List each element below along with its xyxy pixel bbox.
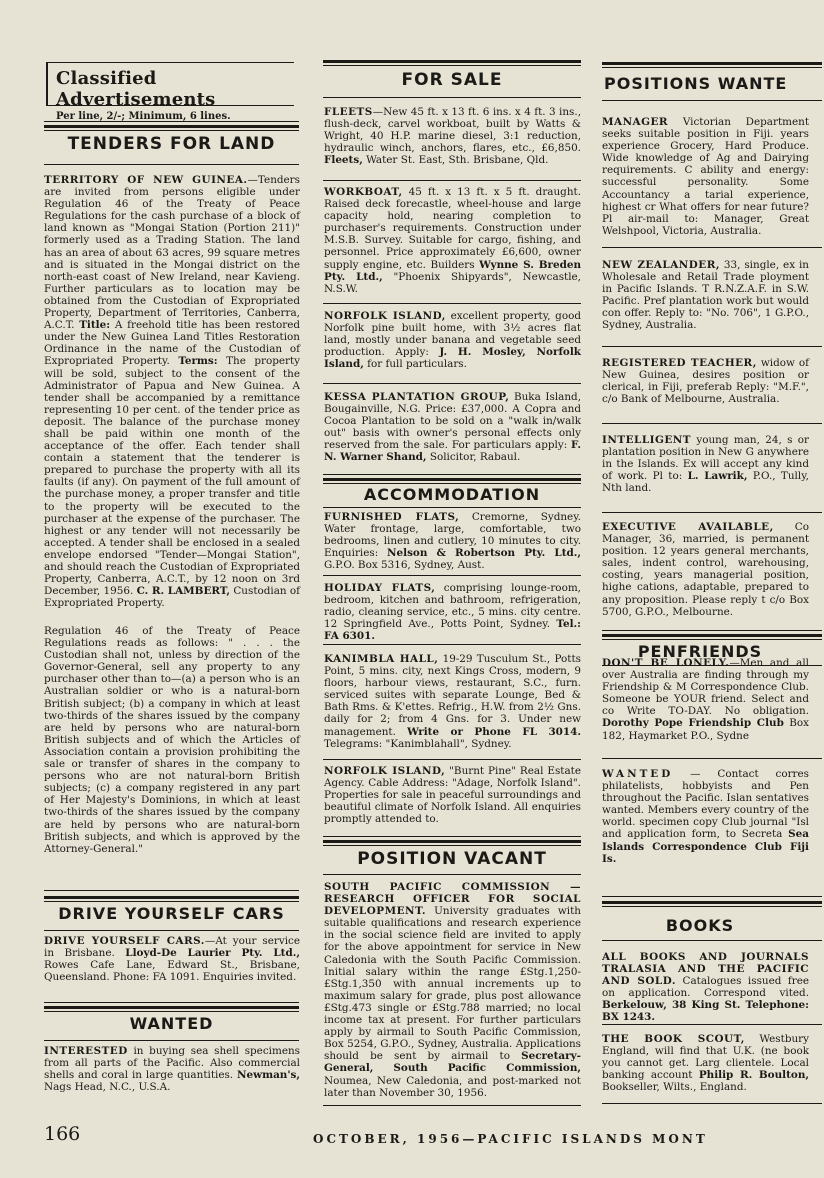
ad-drive-yourself-cars: DRIVE YOURSELF CARS.—At your service in Brisbane. Lloyd-De Laurier Pty. Ltd., Rowes Cafe Lane, Edward St., Brisbane, Queensland. Phone: FA 1091. Enquiries invited. [44, 935, 301, 984]
ad-fleets: FLEETS—New 45 ft. x 13 ft. 6 ins. x 4 ft. 3 ins., flush-deck, carvel workboat, built by Watts & Wright, 40 H.P. marine diesel, 3:1 reduction, hydraulic winch, anchors, flares, etc., £6,850. Fleets, Water St. East, Sth. Brisbane, Qld. [324, 106, 581, 167]
ad-kanimbla-hall: KANIMBLA HALL, 19-29 Tusculum St., Potts Point, 5 mins. city, next Kings Cross, modern, 9 floors, harbour views, restaurant, S.C., furn. serviced suites with separate Lounge, Bed & Bath Rms. & K'ettes. Refrig., H.W. from 2½ Gns. daily for 2; from 4 Gns. for 3. Under new management. Write or Phone FL 3014. Telegrams: "Kanimblahall", Sydney. [324, 653, 581, 750]
divider [602, 512, 822, 513]
divider [44, 1006, 299, 1012]
page-number: 166 [44, 1123, 81, 1145]
ad-kessa-plantation: KESSA PLANTATION GROUP, Buka Island, Bougainville, N.G. Price: £37,000. A Copra and Cocoa Plantation to be sold on a "walk in/walk out" basis with owner's personal effects only reserved from the sale. For particulars apply: F. N. Warner Shand, Solicitor, Rabaul. [324, 391, 582, 464]
divider [323, 474, 581, 475]
divider [323, 383, 581, 384]
divider [323, 180, 581, 181]
divider [602, 1024, 822, 1025]
divider [44, 1002, 299, 1003]
ad-intelligent-young-man: INTELLIGENT young man, 24, s or plantation position in New G anywhere in the Islands. Ex will accept any kind of work. Pl to: L. Lawrik, P.O., Tully, Nth land. [602, 434, 809, 495]
ad-norfolk-island-property: NORFOLK ISLAND, excellent property, good Norfolk pine built home, with 3½ acres flat land, mostly under banana and vegetable seed production. Apply: J. H. Mosley, Norfolk Island, for full particulars. [324, 310, 581, 371]
divider [602, 1103, 822, 1104]
section-heading-penfriends: PENFRIENDS [637, 642, 763, 661]
divider [323, 97, 581, 98]
ad-south-pacific-commission: SOUTH PACIFIC COMMISSION — RESEARCH OFFICER FOR SOCIAL DEVELOPMENT. University graduates with suitable qualifications and research experience in the social science field are invited to apply for the above appointment for service in New Caledonia with the South Pacific Commission. Initial salary within the range £Stg.1,250-£Stg.1,350 with annual increments up to maximum salary for grade, plus post allowance £Stg.473 single or £Stg.788 married; no local income tax at present. For further particulars apply by airmail to South Pacific Commission, Box 5254, G.P.O., Sydney, Australia. Applications should be sent by airmail to Secretary-General, South Pacific Commission, Noumea, New Caledonia, and post-marked not later than November 30, 1956. [324, 881, 581, 1099]
divider [602, 634, 822, 640]
ad-tender-new-guinea: TERRITORY OF NEW GUINEA.—Tenders are invited from persons eligible under Regulation 46 of the Treaty of Peace Regulations for the cash purchase of a block of land known as "Mongai Station (Portion 211)" formerly used as a Trading Station. The land has an area of about 63 acres, 99 square metres and is situated in the Mongai district on the north-east coast of New Ireland, near Kavieng. Further particulars as to location may be obtained from the Custodian of Expropriated Property, Department of Territories, Canberra, A.C.T. Title: A freehold title has been restored under the New Guinea Land Titles Restoration Ordinance in the name of the Custodian of Expropriated Property. Terms: The property will be sold, subject to the consent of the Administrator of Papua and New Guinea. A tender shall be accompanied by a remittance representing 10 per cent. of the tender price as deposit. The balance of the purchase money shall be paid within one month of the acceptance of the offer. Each tender shall contain a statement that the tenderer is prepared to purchase the property with all its faults (if any). On payment of the full amount of the purchase money, a proper transfer and title to the property will be executed to the purchaser at the expense of the purchaser. The highest or any tender will not necessarily be accepted. A tender shall be enclosed in a sealed envelope endorsed "Tender—Mongai Station", and should reach the Custodian of Expropriated Property, Canberra, A.C.T., by 12 noon on 3rd December, 1956. C. R. LAMBERT, Custodian of Expropriated Property. [44, 174, 301, 610]
divider [44, 930, 299, 931]
divider [602, 247, 822, 248]
section-heading-tenders: TENDERS FOR LAND [67, 134, 276, 154]
divider [323, 836, 581, 837]
divider [602, 62, 822, 68]
ad-all-books: ALL BOOKS AND JOURNALS TRALASIA AND THE PACIFIC AND SOLD. Catalogues issued free on application. Correspond vited. Berkelouw, 38 King St. Telephone: BX 1243. [602, 951, 809, 1024]
classified-rates: Per line, 2/-; Minimum, 6 lines. [56, 111, 231, 122]
divider [44, 125, 299, 131]
section-heading-wanted: WANTED [129, 1014, 214, 1033]
ad-furnished-flats: FURNISHED FLATS, Cremorne, Sydney. Water frontage, large, comfortable, two bedrooms, linen and cutlery, 10 minutes to city. Enquiries: Nelson & Robertson Pty. Ltd., G.P.O. Box 5316, Sydney, Aust. [324, 511, 581, 572]
divider [44, 896, 299, 902]
ad-holiday-flats: HOLIDAY FLATS, comprising lounge-room, bedroom, kitchen and bathroom, refrigeration, radio, cleaning service, etc., 5 mins. city centre. 12 Springfield Ave., Potts Point, Sydney. Tel.: FA 6301. [324, 582, 581, 643]
divider [323, 1105, 581, 1106]
classified-advertisements-header [46, 62, 294, 122]
divider [602, 896, 822, 897]
divider [323, 759, 581, 760]
section-heading-books: BOOKS [665, 916, 735, 935]
divider [602, 346, 822, 347]
ad-registered-teacher: REGISTERED TEACHER, widow of New Guinea, desires position or clerical, in Fiji, preferab Reply: "M.F.", c/o Bank of Melbourne, Australia. [602, 357, 809, 406]
divider [323, 478, 581, 484]
ad-dont-be-lonely: DON'T BE LONELY.—Men and all over Australia are finding through my Friendship & M Correspondence Club. Someone be YOUR friend. Select and co Write TO-DAY. No obligation. Dorothy Pope Friendship Club Box 182, Haymarket P.O., Sydne [602, 657, 809, 742]
ad-lead: TERRITORY OF NEW GUINEA. [44, 174, 248, 186]
divider [323, 303, 581, 304]
divider [602, 940, 822, 941]
divider [323, 507, 581, 508]
ad-new-zealander: NEW ZEALANDER, 33, single, ex in Wholesale and Retail Trade ployment in Pacific Islands. T R.N.Z.A.F. in S.W. Pacific. Pref plantation work but would con offer. Reply to: "No. 706", 1 G.P.O., Sydney, Australia. [602, 259, 809, 332]
divider [602, 423, 822, 424]
divider [44, 890, 299, 891]
divider [44, 121, 299, 122]
divider [44, 164, 299, 165]
divider [44, 1040, 299, 1041]
section-heading-positions-wanted: POSITIONS WANTE [604, 74, 788, 93]
column-positions-wanted [600, 0, 809, 1178]
section-heading-drive-yourself-cars: DRIVE YOURSELF CARS [58, 904, 285, 923]
ad-penfriends-wanted: WANTED — Contact corres philatelists, hobbyists and Pen throughout the Pacific. Islan sentatives wanted. Members every country of the world. specimen copy Club journal "Isl and application form, to Secreta Sea Islands Correspondence Club Fiji Is. [602, 768, 809, 865]
ad-executive-available: EXECUTIVE AVAILABLE, Co Manager, 36, married, is permanent position. 12 years general merchants, sales, indent control, warehousing, costing, years managerial position, highe cations, adaptable, prepared to any proposition. Please reply t c/o Box 5700, G.P.O., Melbourne. [602, 521, 809, 618]
divider [323, 575, 581, 576]
page-footer-issue: OCTOBER, 1956—PACIFIC ISLANDS MONT [313, 1132, 708, 1146]
divider [323, 840, 581, 846]
divider [602, 758, 822, 759]
ad-interested-shells: INTERESTED in buying sea shell specimens from all parts of the Pacific. Also commercial shells and coral in large quantities. Newman's, Nags Head, N.C., U.S.A. [44, 1045, 301, 1094]
divider [323, 874, 581, 875]
divider [323, 644, 581, 645]
section-heading-accommodation: ACCOMMODATION [363, 485, 541, 504]
divider [323, 60, 581, 66]
ad-regulation-46: Regulation 46 of the Treaty of Peace Regulations reads as follows: " . . . the Custodian shall not, unless by direction of the Governor-General, sell any property to any purchaser other than to—(a) a person who is an Australian soldier or who is a natural-born British subject; (b) a company in which at least two-thirds of the shares issued by the company are held by persons who are natural-born British subjects and of which the Articles of Association contain a provision prohibiting the sale or transfer of shares in the company to persons who are not natural-born British subjects; (c) a company registered in any part of Her Majesty's Dominions, in which at least two-thirds of the shares issued by the company are held by persons who are natural-born British subjects, and which is approved by the Attorney-General." [44, 625, 300, 855]
ad-norfolk-island-agency: NORFOLK ISLAND, "Burnt Pine" Real Estate Agency. Cable Address: "Adage, Norfolk Island". Properties for sale in peaceful surroundings and beautiful climate of Norfolk Island. All enquiries promptly attended to. [324, 765, 581, 826]
ad-book-scout: THE BOOK SCOUT, Westbury England, will find that U.K. (ne book you cannot get. Larg clientele. Local banking account Philip R. Boulton, Bookseller, Wilts., England. [602, 1033, 809, 1094]
ad-manager: MANAGER Victorian Department seeks suitable position in Fiji. years experience Grocery, Hard Produce. Wide knowledge of Ag and Dairying requirements. C ability and energy: successful personality. Some Accountancy a tarial experience, highest cr What offers for near future? Pl air-mail to: Manager, Great Welshpool, Victoria, Australia. [602, 116, 809, 237]
section-heading-position-vacant: POSITION VACANT [357, 849, 547, 869]
ad-workboat: WORKBOAT, 45 ft. x 13 ft. x 5 ft. draught. Raised deck forecastle, wheel-house and large capacity hold, nearing completion to purchaser's requirements. Construction under M.S.B. Survey. Suitable for cargo, fishing, and personnel. Price approximately £6,600, owner supply engine, etc. Builders Wynne S. Breden Pty. Ltd., "Phoenix Shipyards", Newcastle, N.S.W. [324, 186, 582, 295]
classified-title: Classified Advertisements [56, 68, 216, 110]
divider [602, 901, 822, 907]
section-heading-for-sale: FOR SALE [401, 70, 503, 90]
divider [602, 630, 822, 631]
divider [602, 100, 822, 101]
